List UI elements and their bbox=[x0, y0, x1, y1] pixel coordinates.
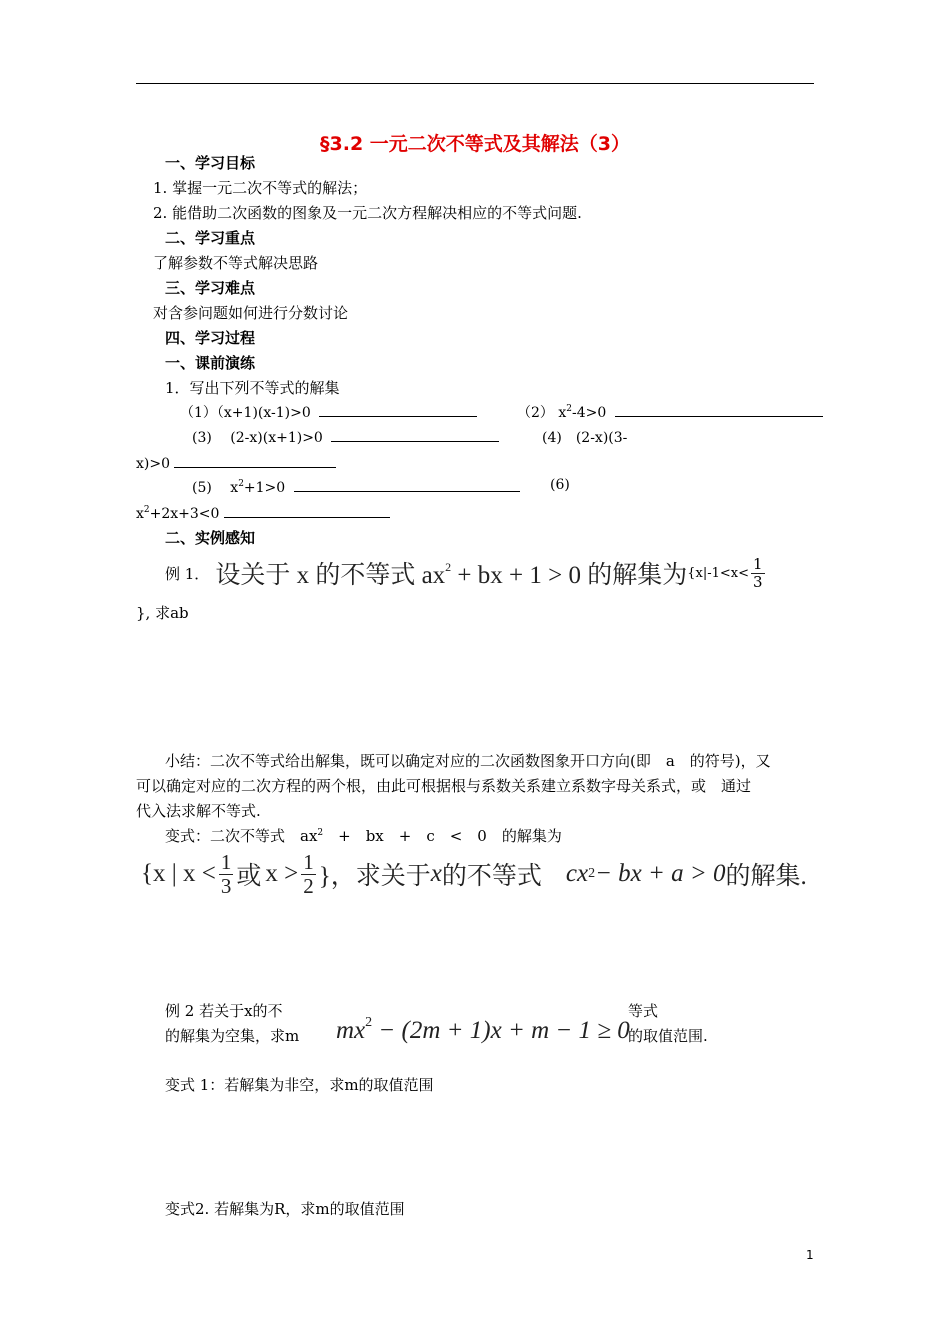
difficulty-text: 对含参问题如何进行分数讨论 bbox=[153, 304, 349, 322]
variant-tail: 的解集. bbox=[725, 863, 807, 890]
variant-fraction-2 bbox=[301, 849, 316, 898]
exercise-1-text: （1）（x+1)(x-1)>0 bbox=[180, 405, 311, 421]
example-1-fraction bbox=[751, 554, 765, 591]
example-1-math bbox=[215, 555, 687, 591]
variant-intro bbox=[165, 825, 562, 846]
exercise-2 bbox=[517, 402, 823, 422]
example-2-math-tail: − (2m + 1)x + m − 1 ≥ 0 bbox=[372, 1017, 630, 1044]
goal-1: 1. 掌握一元二次不等式的解法； bbox=[153, 179, 368, 197]
variant-2-text: 变式2. 若解集为R，求m的取值范围 bbox=[165, 1200, 405, 1218]
fraction-denominator: 3 bbox=[753, 572, 763, 591]
goal-2: 2. 能借助二次函数的图象及一元二次方程解决相应的不等式问题. bbox=[153, 204, 582, 222]
variant-inequality: cx bbox=[565, 860, 589, 887]
page-title: §3.2 一元二次不等式及其解法（3） bbox=[320, 133, 630, 155]
fraction-numerator: 1 bbox=[303, 849, 314, 874]
example-1-set: {x|-1<x< bbox=[687, 565, 749, 581]
focus-heading: 二、学习重点 bbox=[165, 229, 256, 247]
answer-blank-6[interactable] bbox=[224, 503, 390, 518]
exercise-3 bbox=[192, 427, 499, 447]
variant-x-gt: x > bbox=[265, 860, 299, 887]
example-1-math-rest: + bx + 1 > 0 的解集为 bbox=[451, 562, 688, 589]
exercise-6-cont bbox=[136, 503, 390, 522]
variant-or: 或 bbox=[236, 863, 262, 890]
variant-math-line: {x | x < $\frac{1}{3}$ 或 x > $\frac{1}{2}$ }，求关于 x 的不等式 cx 2 − bx + a > 0 的解集. bbox=[141, 849, 807, 898]
example-2-line-1: 例 2 若关于x的不 bbox=[165, 1002, 283, 1020]
variant-inequality-tail: − bx + a > 0 bbox=[595, 860, 726, 887]
process-heading: 四、学习过程 bbox=[165, 329, 256, 347]
example-1 bbox=[165, 551, 765, 595]
example-2-line-2: 的解集为空集，求m bbox=[165, 1027, 300, 1045]
variant-exponent: 2 bbox=[317, 828, 324, 838]
variant-x: x bbox=[430, 860, 442, 887]
answer-blank-3[interactable] bbox=[331, 427, 499, 442]
answer-blank-1[interactable] bbox=[319, 402, 477, 417]
goals-heading: 一、学习目标 bbox=[165, 154, 256, 172]
variant-ask-2: 的不等式 bbox=[441, 863, 542, 890]
example-1-label: 例 1． bbox=[165, 564, 210, 583]
example-1-math-text: 设关于 x 的不等式 ax bbox=[215, 562, 446, 589]
variant-fraction-1 bbox=[219, 849, 234, 898]
fraction-denominator: 3 bbox=[220, 873, 232, 898]
exercise-4-cont bbox=[136, 453, 336, 472]
exercise-6-exponent: 2 bbox=[143, 505, 150, 515]
example-2-line-2b: 的取值范围. bbox=[628, 1027, 708, 1045]
answer-blank-4[interactable] bbox=[174, 453, 336, 468]
answer-blank-2[interactable] bbox=[615, 402, 823, 417]
exercise-4: (4) (2-x)(3- bbox=[542, 430, 628, 446]
fraction-numerator: 1 bbox=[753, 554, 763, 573]
summary-line-3: 代入法求解不等式. bbox=[136, 802, 261, 820]
exercise-2-text: （2） x bbox=[517, 405, 567, 421]
warmup-question: 1．写出下列不等式的解集 bbox=[165, 379, 340, 397]
example-2-math bbox=[336, 1017, 630, 1045]
exercise-3-text: (3) (2-x)(x+1)>0 bbox=[192, 430, 323, 446]
example-2-math-text: mx bbox=[336, 1017, 366, 1044]
summary-line-1: 小结：二次不等式给出解集，既可以确定对应的二次函数图象开口方向(即 a 的符号)，又 bbox=[165, 752, 771, 770]
variant-ask: }，求关于 bbox=[318, 863, 431, 890]
fraction-numerator: 1 bbox=[220, 849, 232, 874]
variant-set-open: {x | x < bbox=[141, 860, 216, 887]
exercise-5-exponent: 2 bbox=[238, 479, 244, 489]
warmup-heading: 一、课前演练 bbox=[165, 354, 256, 372]
header-rule bbox=[136, 83, 814, 84]
difficulty-heading: 三、学习难点 bbox=[165, 279, 256, 297]
exercise-5-text: (5) x bbox=[192, 480, 239, 496]
page-number: 1 bbox=[806, 1248, 814, 1262]
variant-intro-tail: + bx + c < 0 的解集为 bbox=[323, 827, 562, 845]
example-1-cont: }, 求ab bbox=[136, 604, 189, 622]
exercise-6-text-tail: +2x+3<0 bbox=[149, 506, 220, 522]
focus-text: 了解参数不等式解决思路 bbox=[153, 254, 319, 272]
example-2-line-1b: 等式 bbox=[628, 1002, 659, 1020]
exercise-2-exponent: 2 bbox=[566, 404, 572, 414]
fraction-denominator: 2 bbox=[303, 873, 314, 898]
exercise-6: (6) bbox=[550, 477, 570, 493]
exercise-1 bbox=[180, 402, 477, 422]
exercise-5-text-tail: +1>0 bbox=[243, 480, 286, 496]
examples-heading: 二、实例感知 bbox=[165, 529, 256, 547]
example-2-exponent: 2 bbox=[365, 1015, 373, 1030]
answer-blank-5[interactable] bbox=[294, 477, 520, 492]
exercise-6-text: x bbox=[136, 506, 144, 522]
exercise-5 bbox=[192, 477, 520, 497]
variant-intro-text: 变式：二次不等式 ax bbox=[165, 827, 318, 845]
variant-1-text: 变式 1：若解集为非空，求m的取值范围 bbox=[165, 1076, 434, 1094]
summary-line-2: 可以确定对应的二次方程的两个根，由此可根据根与系数关系建立系数字母关系式，或 通过 bbox=[136, 777, 752, 795]
exercise-4-text-cont: x)>0 bbox=[136, 456, 170, 472]
example-1-exponent: 2 bbox=[445, 560, 452, 574]
exercise-2-text-tail: -4>0 bbox=[572, 405, 607, 421]
